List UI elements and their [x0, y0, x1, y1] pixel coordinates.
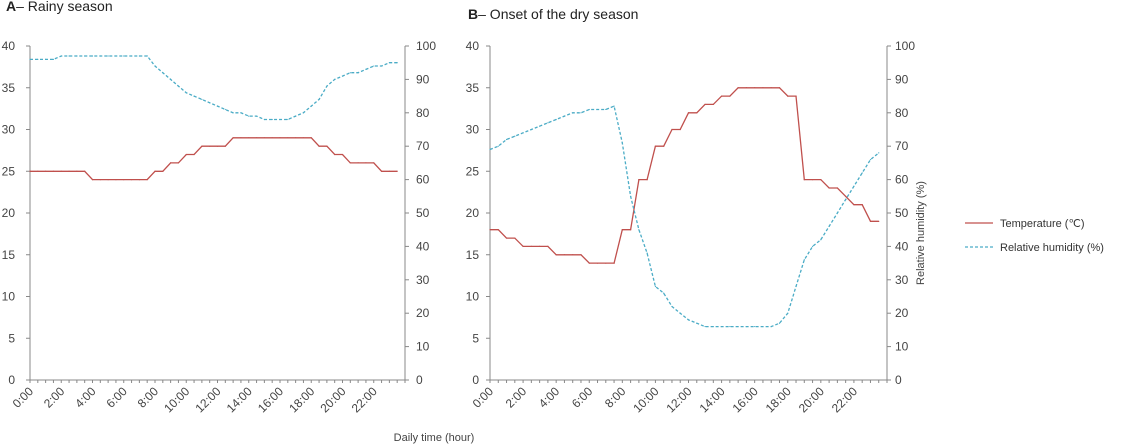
temperature-point: [613, 263, 614, 264]
humidity-point: [193, 96, 194, 97]
x-tick-label: 10:00: [161, 384, 193, 416]
panel-a: [2, 0, 437, 415]
y2-tick-label: 100: [895, 39, 916, 53]
humidity-point: [638, 229, 639, 230]
temperature-point: [154, 171, 155, 172]
humidity-point: [131, 55, 132, 56]
temperature-point: [547, 246, 548, 247]
humidity-point: [108, 55, 109, 56]
legend: [965, 218, 1104, 254]
temperature-point: [350, 162, 351, 163]
humidity-line: [490, 106, 879, 327]
humidity-point: [217, 106, 218, 107]
humidity-point: [240, 112, 241, 113]
temperature-point: [853, 204, 854, 205]
temperature-point: [53, 171, 54, 172]
humidity-point: [37, 59, 38, 60]
panel-title-text: – Rainy season: [16, 0, 113, 14]
humidity-point: [397, 62, 398, 63]
y-tick-label: 10: [1, 289, 15, 304]
temperature-point: [762, 87, 763, 88]
y2-tick-label: 70: [416, 139, 430, 154]
y-tick-label: 10: [465, 289, 479, 304]
humidity-point: [170, 79, 171, 80]
temperature-point: [671, 129, 672, 130]
x-tick-label: 2:00: [40, 384, 68, 411]
humidity-point: [178, 85, 179, 86]
y-tick-label: 20: [465, 206, 479, 220]
x-tick-label: 14:00: [696, 384, 728, 416]
temperature-point: [647, 179, 648, 180]
humidity-point: [311, 106, 312, 107]
y2-tick-label: 60: [895, 172, 909, 187]
panel-letter: A: [6, 0, 17, 14]
humidity-point: [605, 109, 606, 110]
humidity-point: [506, 139, 507, 140]
y2-tick-label: 80: [416, 105, 430, 120]
temperature-point: [845, 196, 846, 197]
temperature-point: [295, 137, 296, 138]
temperature-point: [256, 137, 257, 138]
temperature-point: [76, 171, 77, 172]
temperature-point: [287, 137, 288, 138]
y2-tick-label: 10: [416, 339, 430, 354]
x-tick-label: 0:00: [469, 384, 497, 411]
humidity-point: [123, 55, 124, 56]
humidity-point: [389, 62, 390, 63]
humidity-point: [29, 59, 30, 60]
humidity-point: [295, 116, 296, 117]
x-tick-label: 4:00: [72, 384, 99, 411]
temperature-point: [630, 229, 631, 230]
temperature-point: [638, 179, 639, 180]
humidity-point: [531, 129, 532, 130]
humidity-point: [771, 326, 772, 327]
temperature-point: [721, 96, 722, 97]
y2-tick-label: 40: [895, 239, 909, 254]
temperature-point: [771, 87, 772, 88]
temperature-point: [564, 254, 565, 255]
humidity-point: [201, 99, 202, 100]
humidity-point: [845, 199, 846, 200]
humidity-point: [779, 323, 780, 324]
x-tick-label: 14:00: [223, 384, 255, 416]
temperature-point: [358, 162, 359, 163]
humidity-point: [350, 72, 351, 73]
temperature-point: [162, 171, 163, 172]
temperature-point: [342, 154, 343, 155]
temperature-point: [193, 154, 194, 155]
humidity-point: [580, 112, 581, 113]
temperature-point: [373, 162, 374, 163]
humidity-point: [68, 55, 69, 56]
x-tick-label: 0:00: [9, 384, 37, 411]
y2-tick-label: 20: [895, 306, 909, 321]
humidity-point: [820, 239, 821, 240]
y-tick-label: 40: [465, 39, 479, 53]
x-tick-label: 12:00: [192, 384, 224, 416]
temperature-point: [589, 263, 590, 264]
humidity-point: [514, 136, 515, 137]
humidity-point: [61, 55, 62, 56]
humidity-point: [746, 326, 747, 327]
x-tick-label: 22:00: [348, 384, 380, 416]
humidity-point: [287, 119, 288, 120]
humidity-point: [279, 119, 280, 120]
temperature-point: [704, 104, 705, 105]
humidity-point: [100, 55, 101, 56]
y2-tick-label: 30: [895, 272, 909, 287]
y2-tick-label: 80: [895, 105, 909, 120]
humidity-point: [713, 326, 714, 327]
temperature-point: [754, 87, 755, 88]
temperature-point: [878, 221, 879, 222]
y-tick-label: 20: [1, 206, 15, 220]
temperature-point: [655, 146, 656, 147]
temperature-point: [178, 162, 179, 163]
humidity-point: [92, 55, 93, 56]
humidity-point: [878, 152, 879, 153]
temperature-point: [381, 171, 382, 172]
humidity-point: [334, 79, 335, 80]
temperature-point: [29, 171, 30, 172]
temperature-point: [365, 162, 366, 163]
temperature-point: [389, 171, 390, 172]
humidity-point: [522, 132, 523, 133]
y2-axis-label: Relative humidity (%): [915, 181, 927, 285]
humidity-point: [186, 92, 187, 93]
humidity-line: [30, 56, 397, 120]
y-tick-label: 35: [465, 80, 479, 95]
temperature-point: [787, 96, 788, 97]
y2-tick-label: 90: [895, 72, 909, 87]
x-tick-label: 16:00: [729, 384, 761, 416]
x-axis-label: Daily time (hour): [393, 432, 475, 444]
humidity-point: [564, 116, 565, 117]
humidity-point: [76, 55, 77, 56]
temperature-point: [713, 104, 714, 105]
y-tick-label: 35: [1, 80, 15, 95]
y-tick-label: 15: [1, 247, 15, 262]
humidity-point: [597, 109, 598, 110]
humidity-point: [862, 172, 863, 173]
y-tick-label: 0: [8, 373, 15, 387]
temperature-point: [123, 179, 124, 180]
temperature-point: [217, 146, 218, 147]
temperature-point: [605, 263, 606, 264]
temperature-point: [131, 179, 132, 180]
temperature-point: [663, 146, 664, 147]
temperature-point: [92, 179, 93, 180]
temperature-point: [820, 179, 821, 180]
y-tick-label: 30: [1, 122, 15, 137]
temperature-point: [680, 129, 681, 130]
temperature-line: [30, 138, 397, 180]
humidity-point: [795, 286, 796, 287]
temperature-point: [572, 254, 573, 255]
temperature-point: [318, 146, 319, 147]
humidity-point: [539, 126, 540, 127]
humidity-point: [754, 326, 755, 327]
y2-tick-label: 60: [416, 172, 430, 187]
humidity-point: [829, 226, 830, 227]
humidity-point: [804, 259, 805, 260]
temperature-point: [870, 221, 871, 222]
humidity-point: [663, 293, 664, 294]
humidity-point: [729, 326, 730, 327]
humidity-point: [326, 85, 327, 86]
humidity-point: [45, 59, 46, 60]
temperature-point: [397, 171, 398, 172]
y2-tick-label: 0: [416, 373, 423, 387]
temperature-point: [233, 137, 234, 138]
humidity-point: [162, 72, 163, 73]
y2-tick-label: 100: [416, 39, 437, 53]
y-tick-label: 5: [8, 331, 15, 346]
humidity-point: [489, 149, 490, 150]
humidity-point: [115, 55, 116, 56]
temperature-point: [264, 137, 265, 138]
temperature-point: [108, 179, 109, 180]
humidity-point: [342, 75, 343, 76]
humidity-point: [498, 146, 499, 147]
y-tick-label: 25: [465, 164, 479, 179]
y2-tick-label: 50: [416, 206, 430, 220]
temperature-line: [490, 88, 879, 263]
y2-tick-label: 10: [895, 339, 909, 354]
humidity-point: [365, 69, 366, 70]
y-tick-label: 0: [472, 373, 479, 387]
temperature-point: [37, 171, 38, 172]
x-tick-label: 6:00: [103, 384, 130, 411]
temperature-point: [738, 87, 739, 88]
temperature-point: [84, 171, 85, 172]
temperature-point: [115, 179, 116, 180]
temperature-point: [514, 237, 515, 238]
humidity-point: [655, 286, 656, 287]
temperature-point: [334, 154, 335, 155]
humidity-point: [556, 119, 557, 120]
temperature-point: [837, 187, 838, 188]
temperature-point: [829, 187, 830, 188]
temperature-point: [279, 137, 280, 138]
temperature-point: [506, 237, 507, 238]
y2-tick-label: 70: [895, 139, 909, 154]
y2-tick-label: 0: [895, 373, 902, 387]
temperature-point: [795, 96, 796, 97]
x-tick-label: 8:00: [134, 384, 162, 411]
temperature-point: [240, 137, 241, 138]
humidity-point: [613, 106, 614, 107]
humidity-point: [630, 196, 631, 197]
y-tick-label: 30: [465, 122, 479, 137]
y2-tick-label: 30: [416, 272, 430, 287]
humidity-point: [647, 252, 648, 253]
x-tick-label: 2:00: [502, 384, 530, 411]
temperature-point: [498, 229, 499, 230]
humidity-point: [154, 65, 155, 66]
humidity-point: [84, 55, 85, 56]
humidity-point: [53, 59, 54, 60]
y2-tick-label: 20: [416, 306, 430, 321]
temperature-point: [696, 112, 697, 113]
humidity-point: [589, 109, 590, 110]
temperature-point: [688, 112, 689, 113]
temperature-point: [326, 146, 327, 147]
humidity-point: [671, 306, 672, 307]
humidity-point: [225, 109, 226, 110]
humidity-point: [696, 323, 697, 324]
humidity-point: [248, 116, 249, 117]
temperature-point: [522, 246, 523, 247]
humidity-point: [721, 326, 722, 327]
humidity-point: [762, 326, 763, 327]
panel-title: [6, 0, 113, 14]
humidity-point: [812, 246, 813, 247]
temperature-point: [804, 179, 805, 180]
temperature-point: [225, 146, 226, 147]
humidity-point: [209, 102, 210, 103]
x-tick-label: 16:00: [254, 384, 287, 416]
temperature-point: [597, 263, 598, 264]
temperature-point: [862, 204, 863, 205]
humidity-point: [622, 142, 623, 143]
humidity-point: [680, 313, 681, 314]
humidity-point: [272, 119, 273, 120]
humidity-point: [837, 212, 838, 213]
temperature-point: [531, 246, 532, 247]
humidity-point: [853, 186, 854, 187]
x-tick-label: 4:00: [535, 384, 563, 411]
y2-tick-label: 90: [416, 72, 430, 87]
y2-tick-label: 40: [416, 239, 430, 254]
y-tick-label: 15: [465, 247, 479, 262]
panel-title-text: – Onset of the dry season: [478, 6, 639, 22]
humidity-point: [787, 313, 788, 314]
panel-title: [468, 6, 638, 22]
legend-humidity-label: Relative humidity (%): [1000, 242, 1104, 254]
temperature-point: [303, 137, 304, 138]
legend-temperature-label: Temperature (℃): [1000, 218, 1085, 230]
temperature-point: [209, 146, 210, 147]
humidity-point: [738, 326, 739, 327]
temperature-point: [489, 229, 490, 230]
humidity-point: [688, 319, 689, 320]
temperature-point: [68, 171, 69, 172]
temperature-point: [100, 179, 101, 180]
humidity-point: [870, 159, 871, 160]
humidity-point: [303, 112, 304, 113]
temperature-point: [201, 146, 202, 147]
x-tick-label: 10:00: [630, 384, 662, 416]
temperature-point: [170, 162, 171, 163]
y2-tick-label: 50: [895, 206, 909, 220]
temperature-point: [729, 96, 730, 97]
temperature-point: [556, 254, 557, 255]
humidity-point: [139, 55, 140, 56]
temperature-point: [139, 179, 140, 180]
temperature-point: [622, 229, 623, 230]
temperature-point: [45, 171, 46, 172]
humidity-point: [358, 72, 359, 73]
x-tick-label: 18:00: [762, 384, 794, 416]
temperature-point: [779, 87, 780, 88]
humidity-point: [547, 122, 548, 123]
humidity-point: [572, 112, 573, 113]
x-tick-label: 20:00: [795, 384, 827, 416]
x-tick-label: 18:00: [286, 384, 318, 416]
humidity-point: [264, 119, 265, 120]
temperature-point: [61, 171, 62, 172]
temperature-point: [272, 137, 273, 138]
humidity-point: [256, 116, 257, 117]
temperature-point: [746, 87, 747, 88]
panel-b: [466, 6, 927, 415]
humidity-point: [147, 55, 148, 56]
temperature-point: [147, 179, 148, 180]
x-tick-label: 8:00: [602, 384, 629, 411]
temperature-point: [248, 137, 249, 138]
y-tick-label: 5: [472, 331, 479, 346]
humidity-point: [704, 326, 705, 327]
y-tick-label: 40: [1, 39, 15, 53]
humidity-point: [318, 99, 319, 100]
temperature-point: [812, 179, 813, 180]
humidity-point: [373, 65, 374, 66]
y-tick-label: 25: [1, 164, 15, 179]
temperature-point: [580, 254, 581, 255]
humidity-point: [381, 65, 382, 66]
panel-letter: B: [468, 6, 479, 22]
x-tick-label: 12:00: [663, 384, 695, 416]
x-tick-label: 20:00: [317, 384, 349, 416]
x-tick-label: 6:00: [568, 384, 596, 411]
x-tick-label: 22:00: [828, 384, 861, 416]
temperature-point: [186, 154, 187, 155]
temperature-point: [539, 246, 540, 247]
humidity-point: [233, 112, 234, 113]
temperature-point: [311, 137, 312, 138]
